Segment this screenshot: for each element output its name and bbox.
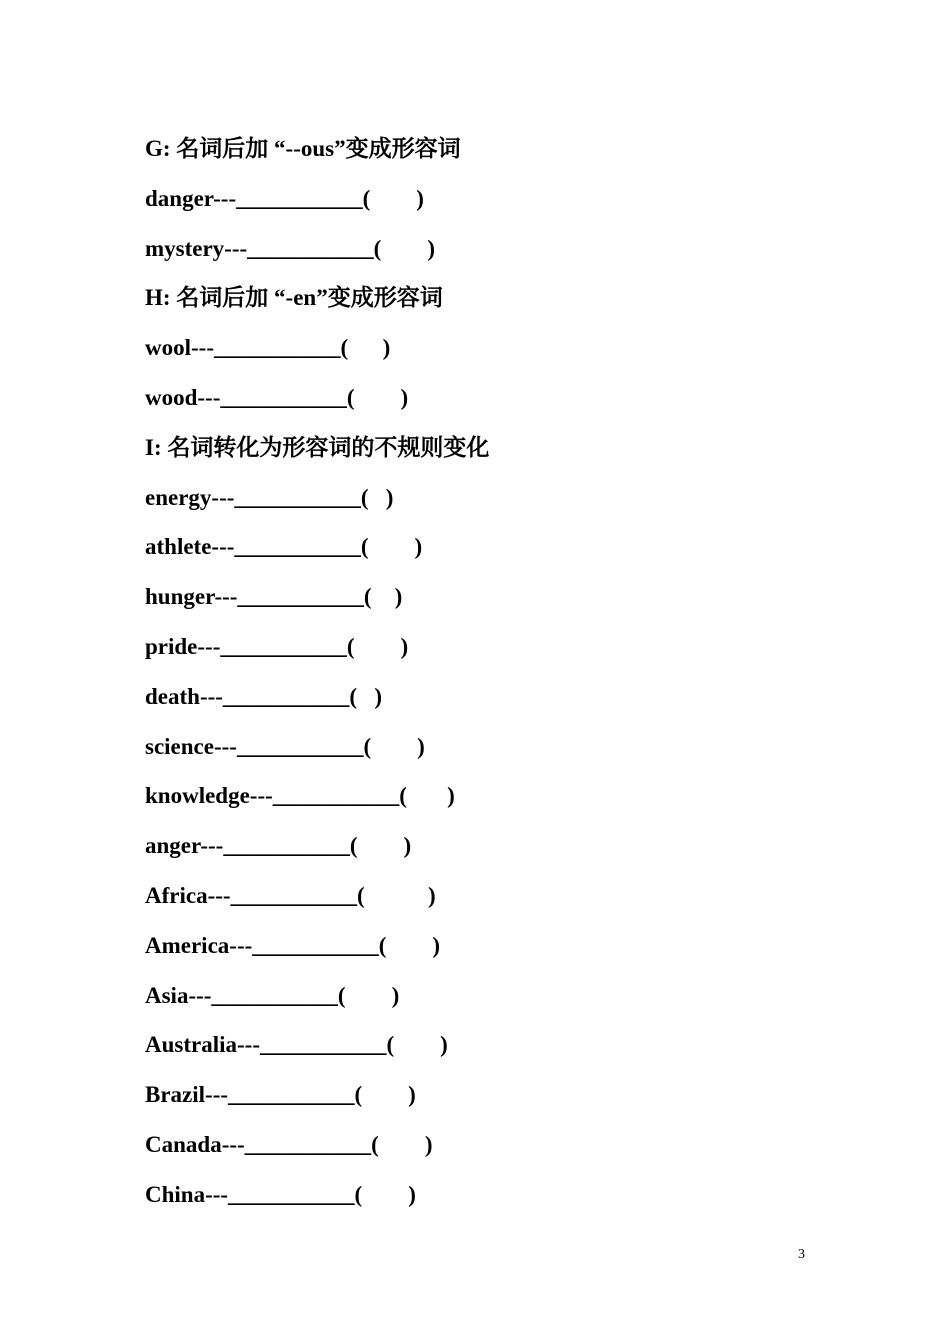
exercise-line: Canada---___________( ): [145, 1131, 433, 1157]
section-heading-g: G: 名词后加 “--ous”变成形容词: [145, 136, 461, 161]
exercise-line: Australia---___________( ): [145, 1032, 448, 1058]
exercise-line: Africa---___________( ): [145, 882, 436, 908]
exercise-line: energy---___________( ): [145, 484, 394, 510]
exercise-line: wood---___________( ): [145, 384, 409, 410]
exercise-line: Asia---___________( ): [145, 982, 400, 1008]
exercise-line: Brazil---___________( ): [145, 1082, 416, 1108]
exercise-line: America---___________( ): [145, 932, 441, 958]
exercise-line: athlete---___________( ): [145, 534, 423, 560]
exercise-line: death---___________( ): [145, 683, 382, 709]
exercise-line: wool---___________( ): [145, 335, 391, 361]
exercise-line: hunger---___________( ): [145, 584, 403, 610]
exercise-line: anger---___________( ): [145, 833, 412, 859]
exercise-line: pride---___________( ): [145, 633, 409, 659]
page-number: 3: [798, 1247, 805, 1262]
section-heading-i: I: 名词转化为形容词的不规则变化: [145, 434, 490, 460]
exercise-line: mystery---___________( ): [145, 235, 435, 261]
exercise-line: science---___________( ): [145, 733, 425, 759]
section-heading-h: H: 名词后加 “-en”变成形容词: [145, 285, 443, 311]
exercise-line: China---___________( ): [145, 1181, 416, 1207]
exercise-line: danger---___________( ): [145, 185, 424, 211]
exercise-line: knowledge---___________( ): [145, 783, 455, 809]
document-body: [145, 124, 489, 1220]
